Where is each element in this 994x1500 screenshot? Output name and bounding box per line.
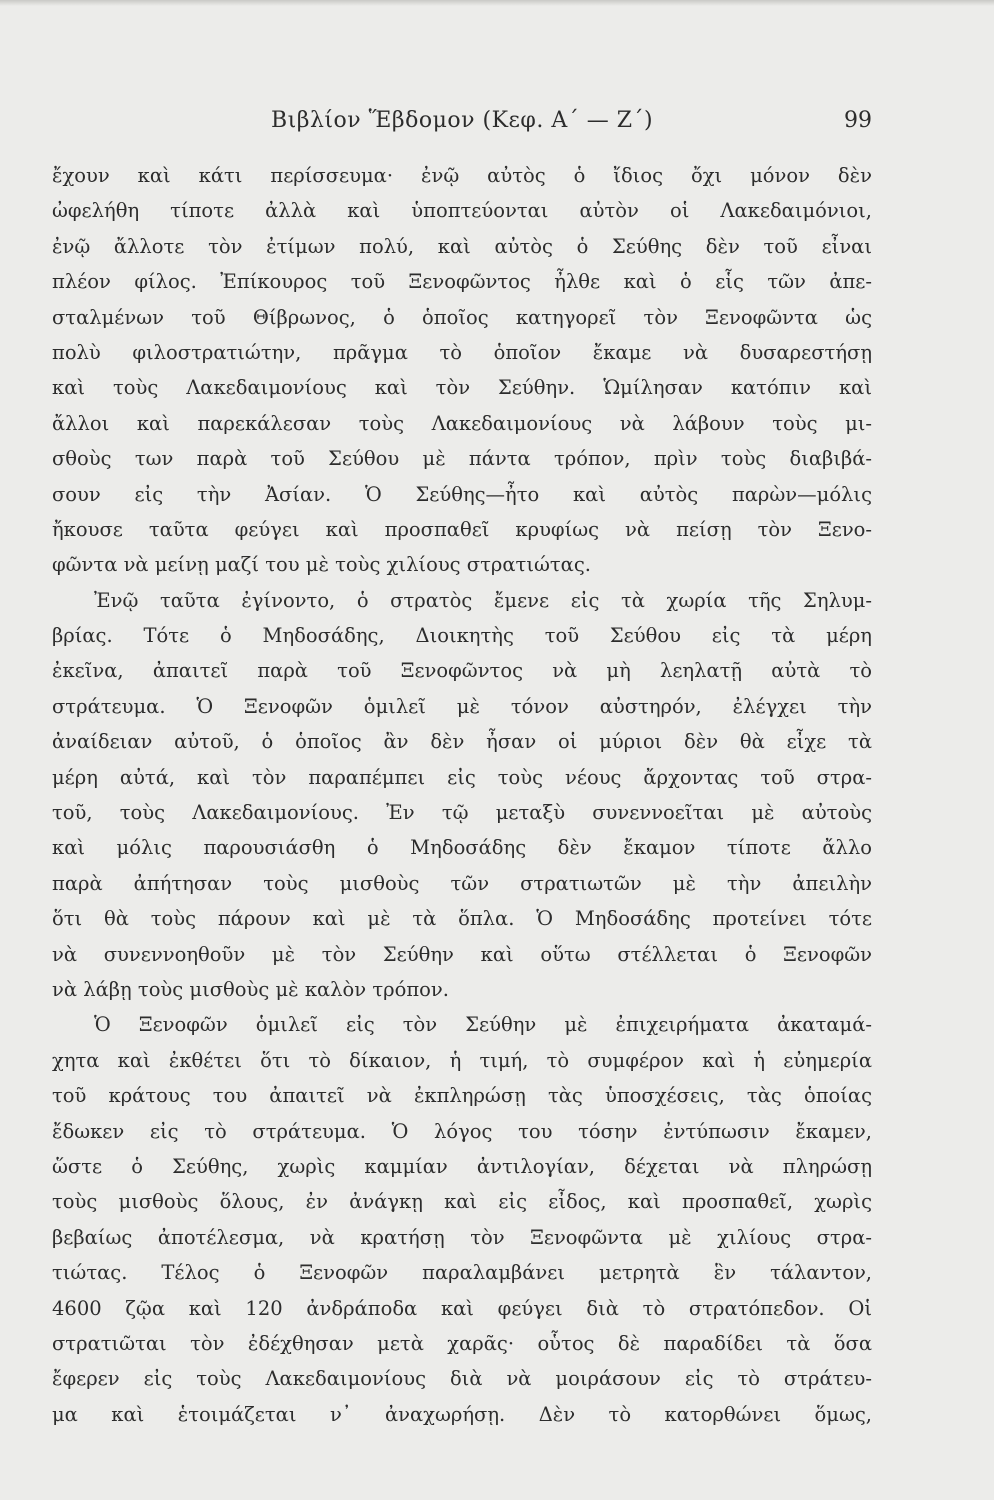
page-top-edge	[0, 0, 994, 6]
page-header	[52, 108, 872, 144]
text-line: νὰ λάβῃ τοὺς μισθοὺς μὲ καλὸν τρόπον.	[52, 977, 449, 1001]
text-line: βρίας. Τότε ὁ Μηδοσάδης, Διοικητὴς τοῦ Σεύθου εἰς τὰ μέρη	[52, 624, 872, 648]
text-line: χητα καὶ ἐκθέτει ὅτι τὸ δίκαιον, ἡ τιμή, τὸ συμφέρον καὶ ἡ εὐημερία	[52, 1048, 872, 1072]
text-line: στρατιῶται τὸν ἐδέχθησαν μετὰ χαρᾶς· οὗτος δὲ παραδίδει τὰ ὅσα	[52, 1331, 872, 1355]
text-line: Ὁ Ξενοφῶν ὁμιλεῖ εἰς τὸν Σεύθην μὲ ἐπιχειρήματα ἀκαταμά-	[94, 1013, 872, 1037]
text-line: καὶ μόλις παρουσιάσθη ὁ Μηδοσάδης δὲν ἔκαμον τίποτε ἄλλο	[52, 836, 872, 860]
text-line: μα καὶ ἑτοιμάζεται ν᾿ ἀναχωρήσῃ. Δὲν τὸ κατορθώνει ὅμως,	[52, 1402, 872, 1426]
text-line: ἔφερεν εἰς τοὺς Λακεδαιμονίους διὰ νὰ μοιράσουν εἰς τὸ στράτευ-	[52, 1367, 872, 1391]
text-line: ὥστε ὁ Σεύθης, χωρὶς καμμίαν ἀντιλογίαν, δέχεται νὰ πληρώσῃ	[52, 1154, 872, 1178]
text-line: ἐκεῖνα, ἀπαιτεῖ παρὰ τοῦ Ξενοφῶντος νὰ μὴ λεηλατῇ αὐτὰ τὸ	[52, 659, 872, 683]
text-line: τοῦ, τοὺς Λακεδαιμονίους. Ἐν τῷ μεταξὺ συνεννοεῖται μὲ αὐτοὺς	[52, 801, 872, 825]
text-line: ἐνῷ ἄλλοτε τὸν ἐτίμων πολύ, καὶ αὐτὸς ὁ Σεύθης δὲν τοῦ εἶναι	[52, 234, 872, 258]
text-line: ἤκουσε ταῦτα φεύγει καὶ προσπαθεῖ κρυφίως νὰ πείσῃ τὸν Ξενο-	[52, 517, 872, 541]
text-line: ἔχουν καὶ κάτι περίσσευμα· ἐνῷ αὐτὸς ὁ ἴδιος ὄχι μόνον δὲν	[52, 164, 872, 187]
running-head: Βιβλίον Ἕβδομον (Κεφ. Α΄ — Ζ΄)	[270, 108, 654, 133]
page-number: 99	[844, 108, 872, 133]
text-line: πολὺ φιλοστρατιώτην, πρᾶγμα τὸ ὁποῖον ἔκαμε νὰ δυσαρεστήσῃ	[52, 340, 872, 364]
text-line: τοὺς μισθοὺς ὅλους, ἐν ἀνάγκῃ καὶ εἰς εἶδος, καὶ προσπαθεῖ, χωρὶς	[52, 1190, 872, 1214]
text-line: σθοὺς των παρὰ τοῦ Σεύθου μὲ πάντα τρόπον, πρὶν τοὺς διαβιβά-	[52, 447, 872, 471]
text-line: τοῦ κράτους του ἀπαιτεῖ νὰ ἐκπληρώσῃ τὰς ὑποσχέσεις, τὰς ὁποίας	[52, 1084, 872, 1108]
text-line: μέρη αὐτά, καὶ τὸν παραπέμπει εἰς τοὺς νέους ἄρχοντας τοῦ στρα-	[52, 765, 872, 789]
text-line: πλέον φίλος. Ἐπίκουρος τοῦ Ξενοφῶντος ἦλθε καὶ ὁ εἷς τῶν ἀπε-	[52, 270, 872, 294]
text-line: νὰ συνεννοηθοῦν μὲ τὸν Σεύθην καὶ οὕτω στέλλεται ὁ Ξενοφῶν	[52, 942, 872, 966]
text-line: Ἐνῷ ταῦτα ἐγίνοντο, ὁ στρατὸς ἔμενε εἰς τὰ χωρία τῆς Σηλυμ-	[94, 588, 872, 612]
text-line: σουν εἰς τὴν Ἀσίαν. Ὁ Σεύθης—ἦτο καὶ αὐτὸς παρὼν—μόλις	[52, 482, 872, 506]
text-line: βεβαίως ἀποτέλεσμα, νὰ κρατήσῃ τὸν Ξενοφῶντα μὲ χιλίους στρα-	[52, 1225, 872, 1249]
text-line: ἀναίδειαν αὐτοῦ, ὁ ὁποῖος ἂν δὲν ἦσαν οἱ μύριοι δὲν θὰ εἶχε τὰ	[52, 730, 872, 754]
text-line: ὠφελήθη τίποτε ἀλλὰ καὶ ὑποπτεύονται αὐτὸν οἱ Λακεδαιμόνιοι,	[52, 199, 872, 223]
text-line: στράτευμα. Ὁ Ξενοφῶν ὁμιλεῖ μὲ τόνον αὐστηρόν, ἐλέγχει τὴν	[52, 694, 872, 718]
text-line: ἄλλοι καὶ παρεκάλεσαν τοὺς Λακεδαιμονίους νὰ λάβουν τοὺς μι-	[52, 411, 872, 435]
text-line: φῶντα νὰ μείνῃ μαζί του μὲ τοὺς χιλίους στρατιώτας.	[52, 553, 591, 577]
text-line: σταλμένων τοῦ Θίβρωνος, ὁ ὁποῖος κατηγορεῖ τὸν Ξενοφῶντα ὡς	[52, 305, 872, 329]
text-line: 4600 ζῷα καὶ 120 ἀνδράποδα καὶ φεύγει διὰ τὸ στρατόπεδον. Οἱ	[52, 1296, 872, 1320]
text-line: καὶ τοὺς Λακεδαιμονίους καὶ τὸν Σεύθην. Ὡμίλησαν κατόπιν καὶ	[52, 376, 872, 400]
text-line: παρὰ ἀπήτησαν τοὺς μισθοὺς τῶν στρατιωτῶν μὲ τὴν ἀπειλὴν	[52, 871, 872, 895]
text-line: τιώτας. Τέλος ὁ Ξενοφῶν παραλαμβάνει μετρητὰ ἓν τάλαντον,	[52, 1261, 872, 1285]
text-line: ὅτι θὰ τοὺς πάρουν καὶ μὲ τὰ ὅπλα. Ὁ Μηδοσάδης προτείνει τότε	[52, 907, 872, 931]
text-line: ἔδωκεν εἰς τὸ στράτευμα. Ὁ λόγος του τόσην ἐντύπωσιν ἔκαμεν,	[52, 1119, 872, 1143]
body-text	[52, 158, 872, 1432]
